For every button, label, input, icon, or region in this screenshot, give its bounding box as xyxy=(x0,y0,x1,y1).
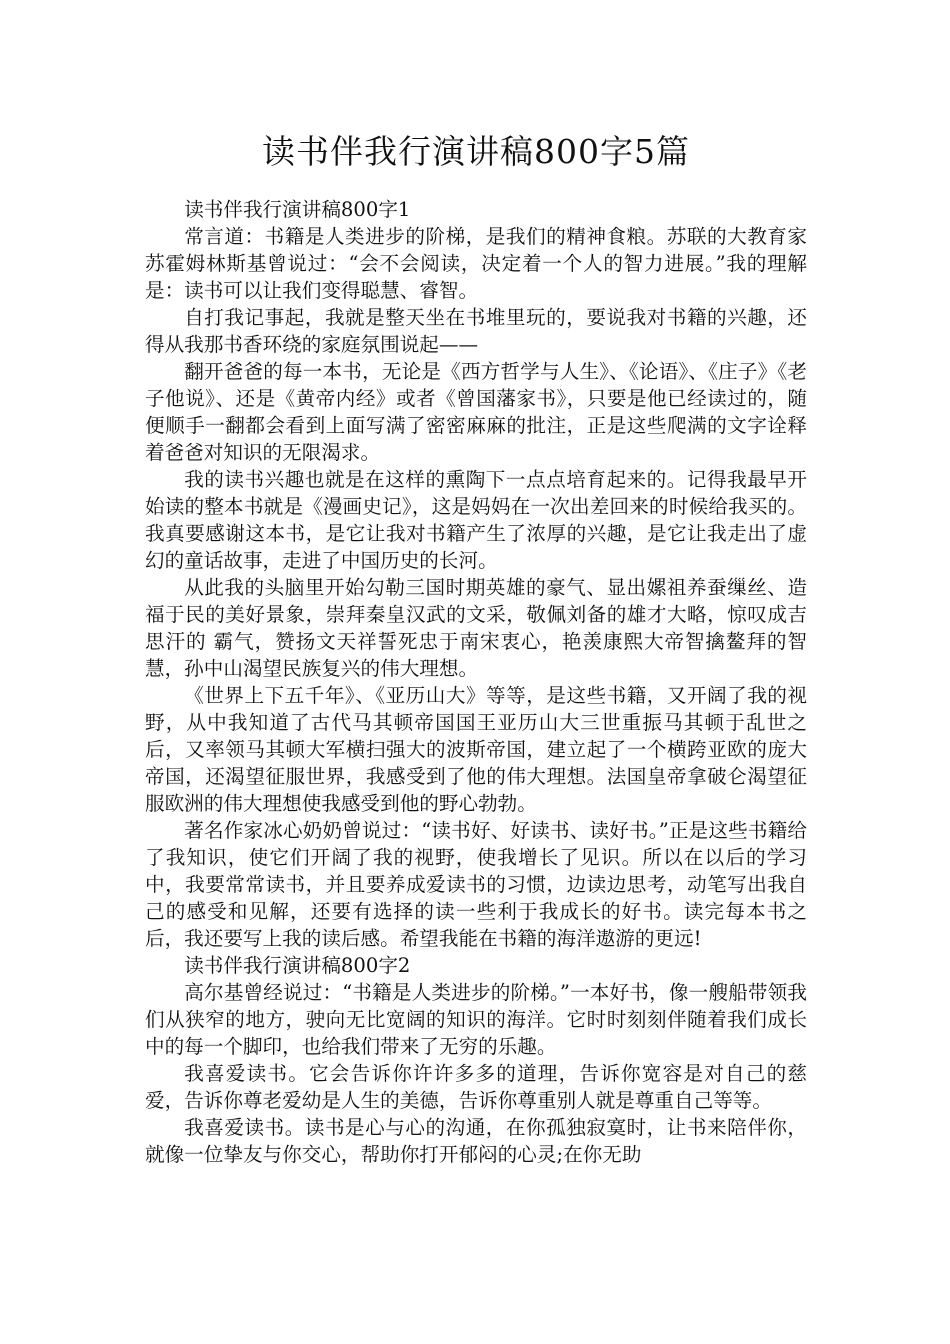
paragraph: 常言道：书籍是人类进步的阶梯，是我们的精神食粮。苏联的大教育家苏霍姆林斯基曾说过：“会不会阅读，决定着一个人的智力进展。”我的理解是：读书可以让我们变得聪慧、睿智。 xyxy=(145,225,807,302)
paragraph: 从此我的头脑里开始勾勒三国时期英雄的豪气、显出嫘祖养蚕缫丝、造福于民的美好景象，崇拜秦皇汉武的文采，敬佩刘备的雄才大略，惊叹成吉思汗的 霸气，赞扬文天祥誓死忠于南宋衷心，艳羡康熙大帝智擒鳌拜的智慧，孙中山渴望民族复兴的伟大理想。 xyxy=(145,576,807,680)
paragraph: 我喜爱读书。它会告诉你许许多多的道理，告诉你宽容是对自己的慈爱，告诉你尊老爱幼是人生的美德，告诉你尊重别人就是尊重自己等等。 xyxy=(145,1062,807,1112)
paragraph: 高尔基曾经说过：“书籍是人类进步的阶梯。”一本好书，像一艘船带领我们从狭窄的地方，驶向无比宽阔的知识的海洋。它时时刻刻伴随着我们成长中的每一个脚印，也给我们带来了无穷的乐趣。 xyxy=(145,981,807,1058)
paragraph: 我的读书兴趣也就是在这样的熏陶下一点点培育起来的。记得我最早开始读的整本书就是《漫画史记》，这是妈妈在一次出差回来的时候给我买的。我真要感谢这本书，是它让我对书籍产生了浓厚的兴趣，是它让我走出了虚幻的童话故事，走进了中国历史的长河。 xyxy=(145,468,807,572)
document-page xyxy=(145,0,807,1168)
section-heading-1: 读书伴我行演讲稿800字1 xyxy=(184,198,411,221)
document-body xyxy=(145,196,807,1168)
paragraph: 《世界上下五千年》、《亚历山大》等等，是这些书籍，又开阔了我的视野，从中我知道了古代马其顿帝国国王亚历山大三世重振马其顿于乱世之后，又率领马其顿大军横扫强大的波斯帝国，建立起了一个横跨亚欧的庞大帝国，还渴望征服世界，我感受到了他的伟大理想。法国皇帝拿破仑渴望征服欧洲的伟大理想使我感受到他的野心勃勃。 xyxy=(145,684,807,815)
paragraph: 我喜爱读书。读书是心与心的沟通，在你孤独寂寞时，让书来陪伴你，就像一位挚友与你交心，帮助你打开郁闷的心灵;在你无助 xyxy=(145,1116,807,1166)
paragraph: 翻开爸爸的每一本书，无论是《西方哲学与人生》、《论语》、《庄子》《老子他说》、还是《黄帝内经》或者《曾国藩家书》，只要是他已经读过的，随便顺手一翻都会看到上面写满了密密麻麻的批注，正是这些爬满的文字诠释着爸爸对知识的无限渴求。 xyxy=(145,360,807,464)
paragraph: 自打我记事起，我就是整天坐在书堆里玩的，要说我对书籍的兴趣，还得从我那书香环绕的家庭氛围说起—— xyxy=(145,306,807,356)
document-title: 读书伴我行演讲稿800字5篇 xyxy=(262,132,690,171)
paragraph: 著名作家冰心奶奶曾说过：“读书好、好读书、读好书。”正是这些书籍给了我知识，使它们开阔了我的视野，使我增长了见识。所以在以后的学习中，我要常常读书，并且要养成爱读书的习惯，边读边思考，动笔写出我自己的感受和见解，还要有选择的读一些利于我成长的好书。读完每本书之后，我还要写上我的读后感。希望我能在书籍的海洋遨游的更远! xyxy=(145,819,807,950)
section-heading-2: 读书伴我行演讲稿800字2 xyxy=(184,954,411,977)
